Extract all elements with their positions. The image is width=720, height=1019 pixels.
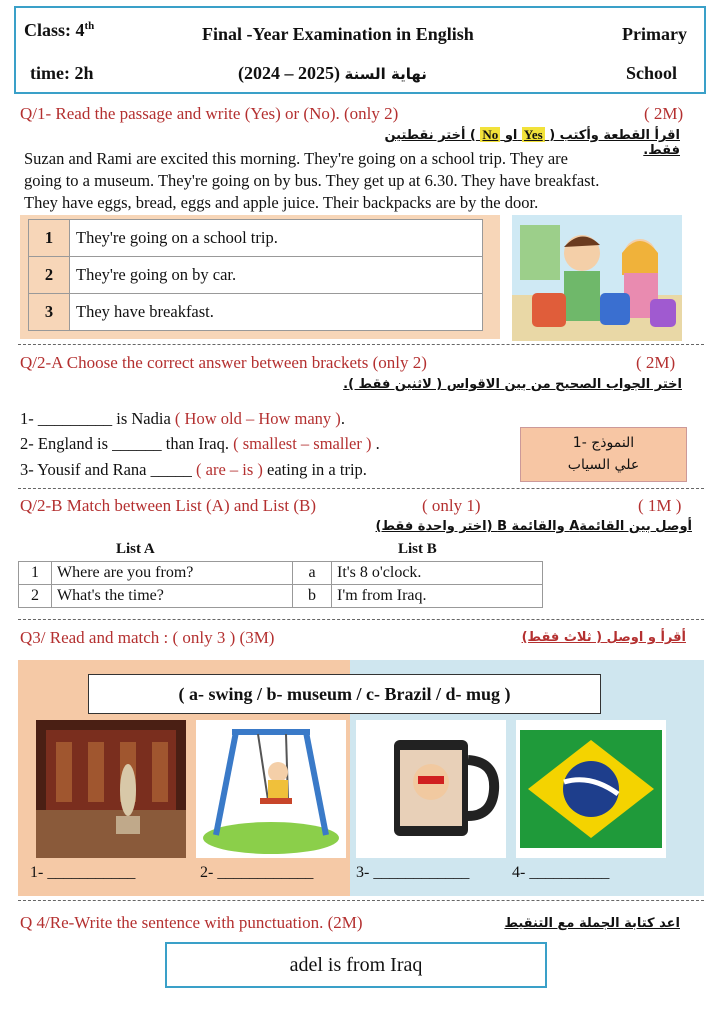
- q3-answer-1[interactable]: 1- ___________: [30, 864, 136, 881]
- word-options-box: ( a- swing / b- museum / c- Brazil / d- mug ): [88, 674, 601, 714]
- q3-arabic-instruction: أقرأ و اوصل ( ثلاث فقط): [521, 630, 686, 645]
- q4-sentence-box: adel is from Iraq: [165, 942, 547, 988]
- q2b-title: Q/2-B Match between List (A) and List (B): [20, 496, 317, 515]
- q3-answer-2[interactable]: 2- ____________: [200, 864, 314, 881]
- q4-arabic-instruction: اعد كتابة الجملة مع التنقيط: [504, 916, 680, 931]
- q2a-line-2: 2- England is ______ than Iraq. ( smallest – smaller ) .: [20, 434, 380, 453]
- school-trip-kids-picture: [512, 215, 682, 341]
- swing-picture: [196, 720, 346, 858]
- table-row: 3 They have breakfast.: [29, 294, 483, 331]
- q2b-arabic-instruction: أوصل بين القائمةA والقائمة B (اختر واحدة فقط): [375, 519, 692, 534]
- q1-arabic-instruction: اقرأ القطعة وأكتب ( Yes او No ) أختر نقطتين فقط.: [384, 127, 680, 158]
- q3-answer-4[interactable]: 4- __________: [512, 864, 610, 881]
- q1-passage: [24, 148, 704, 214]
- q2a-line-1: 1- _________ is Nadia ( How old – How many ).: [20, 409, 345, 428]
- q4-title: Q 4/Re-Write the sentence with punctuation. (2M): [20, 913, 363, 932]
- q2b-only: ( only 1): [422, 496, 481, 515]
- q3-title: Q3/ Read and match : ( only 3 ) (3M): [20, 628, 275, 647]
- list-a-heading: List A: [116, 541, 155, 557]
- year-label: (2024 – 2025) نهاية السنة: [238, 63, 427, 83]
- class-label: Class: 4th: [24, 20, 95, 40]
- divider: [18, 900, 704, 901]
- passage-line: Suzan and Rami are excited this morning. They're going on a school trip. They are: [24, 149, 568, 168]
- passage-line: They have eggs, bread, eggs and apple juice. Their backpacks are by the door.: [24, 193, 539, 212]
- list-b-heading: List B: [398, 541, 437, 557]
- divider: [18, 344, 704, 345]
- table-row: 2 What's the time? b I'm from Iraq.: [19, 585, 543, 608]
- divider: [18, 488, 704, 489]
- passage-line: going to a museum. They're going on by bus. They get up at 6.30. They have breakfast.: [24, 171, 600, 190]
- table-row: 1 Where are you from? a It's 8 o'clock.: [19, 562, 543, 585]
- q1-marks: ( 2M): [644, 104, 684, 123]
- table-row: 1 They're going on a school trip.: [29, 220, 483, 257]
- q2a-line-3: 3- Yousif and Rana _____ ( are – is ) eating in a trip.: [20, 460, 367, 479]
- model-label-box: النموذج -1 علي السياب: [520, 427, 687, 482]
- brazil-flag-picture: [516, 720, 666, 858]
- time-label: time: 2h: [30, 63, 94, 83]
- primary-label: Primary: [622, 24, 687, 44]
- exam-header: [14, 6, 706, 94]
- mug-picture: [356, 720, 506, 858]
- q2b-marks: ( 1M ): [638, 496, 682, 515]
- table-row: 2 They're going on by car.: [29, 257, 483, 294]
- divider: [18, 619, 704, 620]
- q1-statements-table: [28, 219, 483, 331]
- museum-picture: [36, 720, 186, 858]
- match-lists-table: [18, 561, 543, 608]
- q2a-title: Q/2-A Choose the correct answer between brackets (only 2): [20, 353, 427, 372]
- q2a-marks: ( 2M): [636, 353, 676, 372]
- q2a-arabic-instruction: اختر الجواب الصحيح من بين الاقواس ( لاثنين فقط ).: [343, 377, 682, 392]
- exam-title: Final -Year Examination in English: [202, 24, 474, 44]
- q3-answer-3[interactable]: 3- ____________: [356, 864, 470, 881]
- q1-title: Q/1- Read the passage and write (Yes) or (No). (only 2): [20, 104, 399, 123]
- school-label: School: [626, 63, 678, 83]
